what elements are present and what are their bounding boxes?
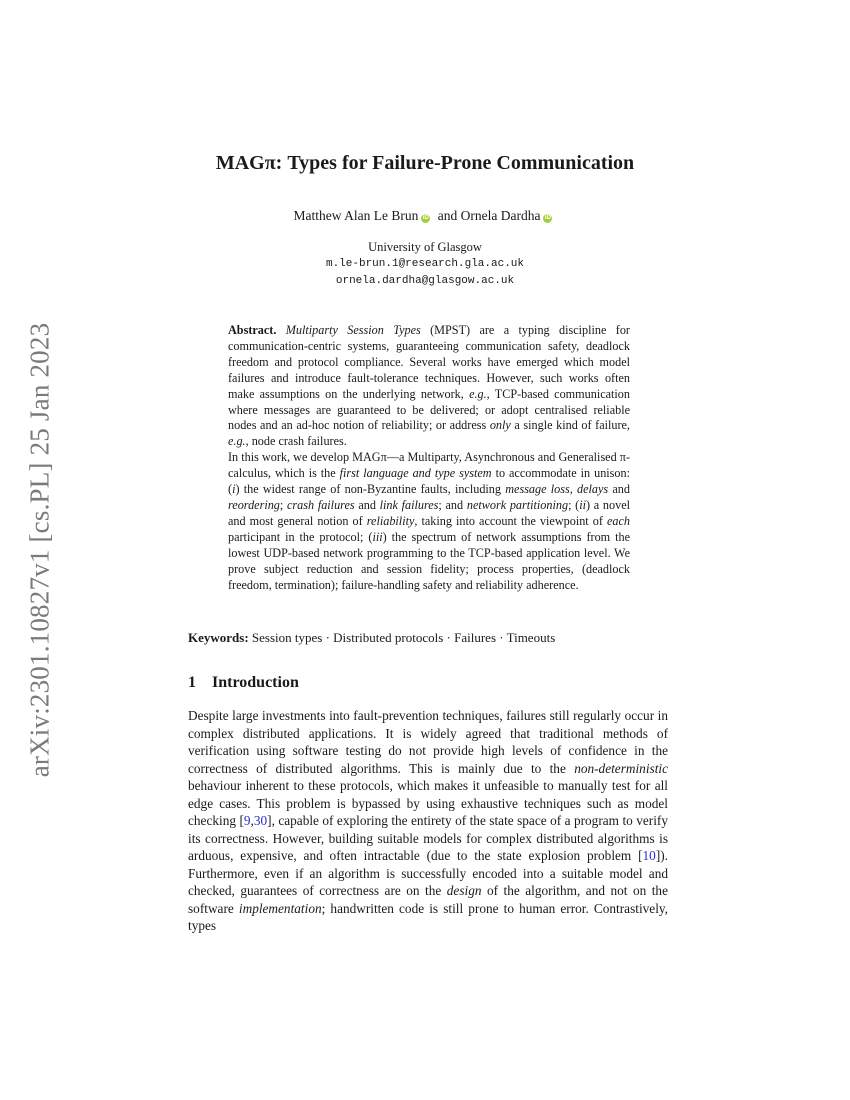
- affiliation-block: [0, 239, 850, 290]
- abstract-emphasis: link failures: [379, 497, 439, 512]
- intro-emphasis: design: [446, 883, 482, 898]
- keywords-label: Keywords:: [188, 630, 249, 645]
- section-heading: [188, 674, 299, 692]
- section-title: Introduction: [212, 674, 299, 691]
- abstract-text: ;: [279, 497, 288, 512]
- orcid-icon[interactable]: iD: [422, 215, 429, 221]
- abstract: [228, 323, 630, 593]
- abstract-emphasis: reordering: [228, 497, 280, 512]
- abstract-emphasis: ii: [579, 497, 587, 512]
- abstract-text: and: [608, 482, 630, 497]
- abstract-emphasis: network partitioning: [466, 497, 569, 512]
- intro-paragraph: [188, 707, 668, 935]
- citation-link[interactable]: 9: [243, 813, 251, 828]
- arxiv-watermark: arXiv:2301.10827v1 [cs.PL] 25 Jan 2023: [24, 322, 55, 778]
- abstract-text: , TCP-based communication where messages are guaranteed to be delivered; or adopt centralised reliable nodes and an ad-hoc notion of reliability; or address: [228, 386, 630, 433]
- abstract-emphasis: crash failures: [287, 497, 355, 512]
- author-line: [0, 208, 850, 224]
- abstract-text: and: [354, 497, 380, 512]
- email-link[interactable]: ornela.dardha@glasgow.ac.uk: [335, 275, 515, 287]
- abstract-text: ) the spectrum of network assumptions from the lowest UDP-based network programming to the TCP-based application level. We prove subject reduction and session fidelity; process properties, (deadlock freedom, termination); failure-handling safety and reliability adherence.: [228, 529, 631, 592]
- intro-emphasis: non-deterministic: [574, 760, 668, 776]
- abstract-paragraph: [228, 323, 630, 450]
- abstract-text: ) the widest range of non-Byzantine faults, including: [235, 482, 506, 497]
- abstract-emphasis: e.g.: [469, 386, 487, 401]
- intro-emphasis: implementation: [238, 900, 322, 916]
- citation-link[interactable]: 30: [253, 813, 268, 828]
- intro-text: ,: [250, 813, 254, 828]
- abstract-paragraph: [228, 450, 630, 593]
- abstract-text: ) a novel and most general notion of: [228, 497, 630, 528]
- abstract-text: , taking into account the viewpoint of: [414, 513, 607, 528]
- abstract-text: ; (: [568, 497, 580, 512]
- abstract-emphasis: first language and type system: [339, 466, 492, 481]
- intro-text: ]). Furthermore, even if an algorithm is successfully encoded into a suitable model and checked, guarantees of correctness are on the: [188, 848, 668, 898]
- abstract-emphasis: each: [606, 513, 630, 528]
- paper-title: MAGπ: Types for Failure-Prone Communication: [215, 152, 635, 174]
- abstract-emphasis: reliability: [366, 513, 415, 528]
- university: University of Glasgow: [368, 240, 482, 254]
- keywords: [188, 630, 668, 646]
- abstract-emphasis: only: [489, 418, 511, 433]
- orcid-icon[interactable]: iD: [544, 215, 551, 221]
- abstract-text: ; and: [438, 497, 467, 512]
- abstract-text: (MPST) are a typing discipline for communication-centric systems, guaranteeing communication safety, deadlock freedom and protocol compliance. Several works have emerged which model failures and introduce fault-tolerance techniques. However, such works often make assumptions on the underlying network,: [228, 323, 630, 401]
- author-name[interactable]: Ornela Dardha: [460, 208, 541, 223]
- abstract-emphasis: i: [232, 482, 236, 497]
- intro-text: Despite large investments into fault-prevention techniques, failures still regularly occur in complex distributed applications. It is widely agreed that traditional methods of verification using software testing do not provide high levels of confidence in the correctness of distributed algorithms. This is mainly due to the: [188, 708, 668, 776]
- intro-text: of the algorithm, and not on the software: [188, 883, 668, 916]
- abstract-text: to accommodate in unison: (: [228, 466, 631, 497]
- keywords-list: Session types · Distributed protocols · Failures · Timeouts: [251, 630, 556, 645]
- abstract-text: In this work, we develop MAGπ—a Multiparty, Asynchronous and Generalised π-calculus, which is the: [228, 450, 630, 481]
- citation-link[interactable]: 10: [642, 848, 656, 863]
- abstract-emphasis: Multiparty Session Types: [285, 323, 421, 337]
- intro-text: ; handwritten code is still prone to human error. Contrastively, types: [188, 900, 668, 933]
- author-conjunction: and: [437, 208, 458, 223]
- email-link[interactable]: m.le-brun.1@research.gla.ac.uk: [325, 258, 525, 270]
- abstract-text: , node crash failures.: [245, 434, 347, 449]
- abstract-emphasis: e.g.: [228, 434, 246, 449]
- section-number: 1: [188, 674, 196, 691]
- abstract-text: a single kind of failure,: [510, 418, 630, 433]
- abstract-emphasis: message loss, delays: [505, 482, 609, 497]
- author-name[interactable]: Matthew Alan Le Brun: [293, 208, 419, 223]
- abstract-text: participant in the protocol; (: [228, 529, 373, 544]
- intro-text: ], capable of exploring the entirety of the state space of a program to verify its correctness. However, building suitable models for complex distributed algorithms is arduous, expensive, and often intractable (due to the state explosion problem [: [188, 813, 668, 863]
- abstract-emphasis: iii: [372, 529, 383, 544]
- abstract-label: Abstract.: [228, 323, 277, 337]
- intro-text: behaviour inherent to these protocols, which makes it unfeasible to manually test for all edge cases. This problem is bypassed by using exhaustive techniques such as model checking [: [188, 778, 668, 828]
